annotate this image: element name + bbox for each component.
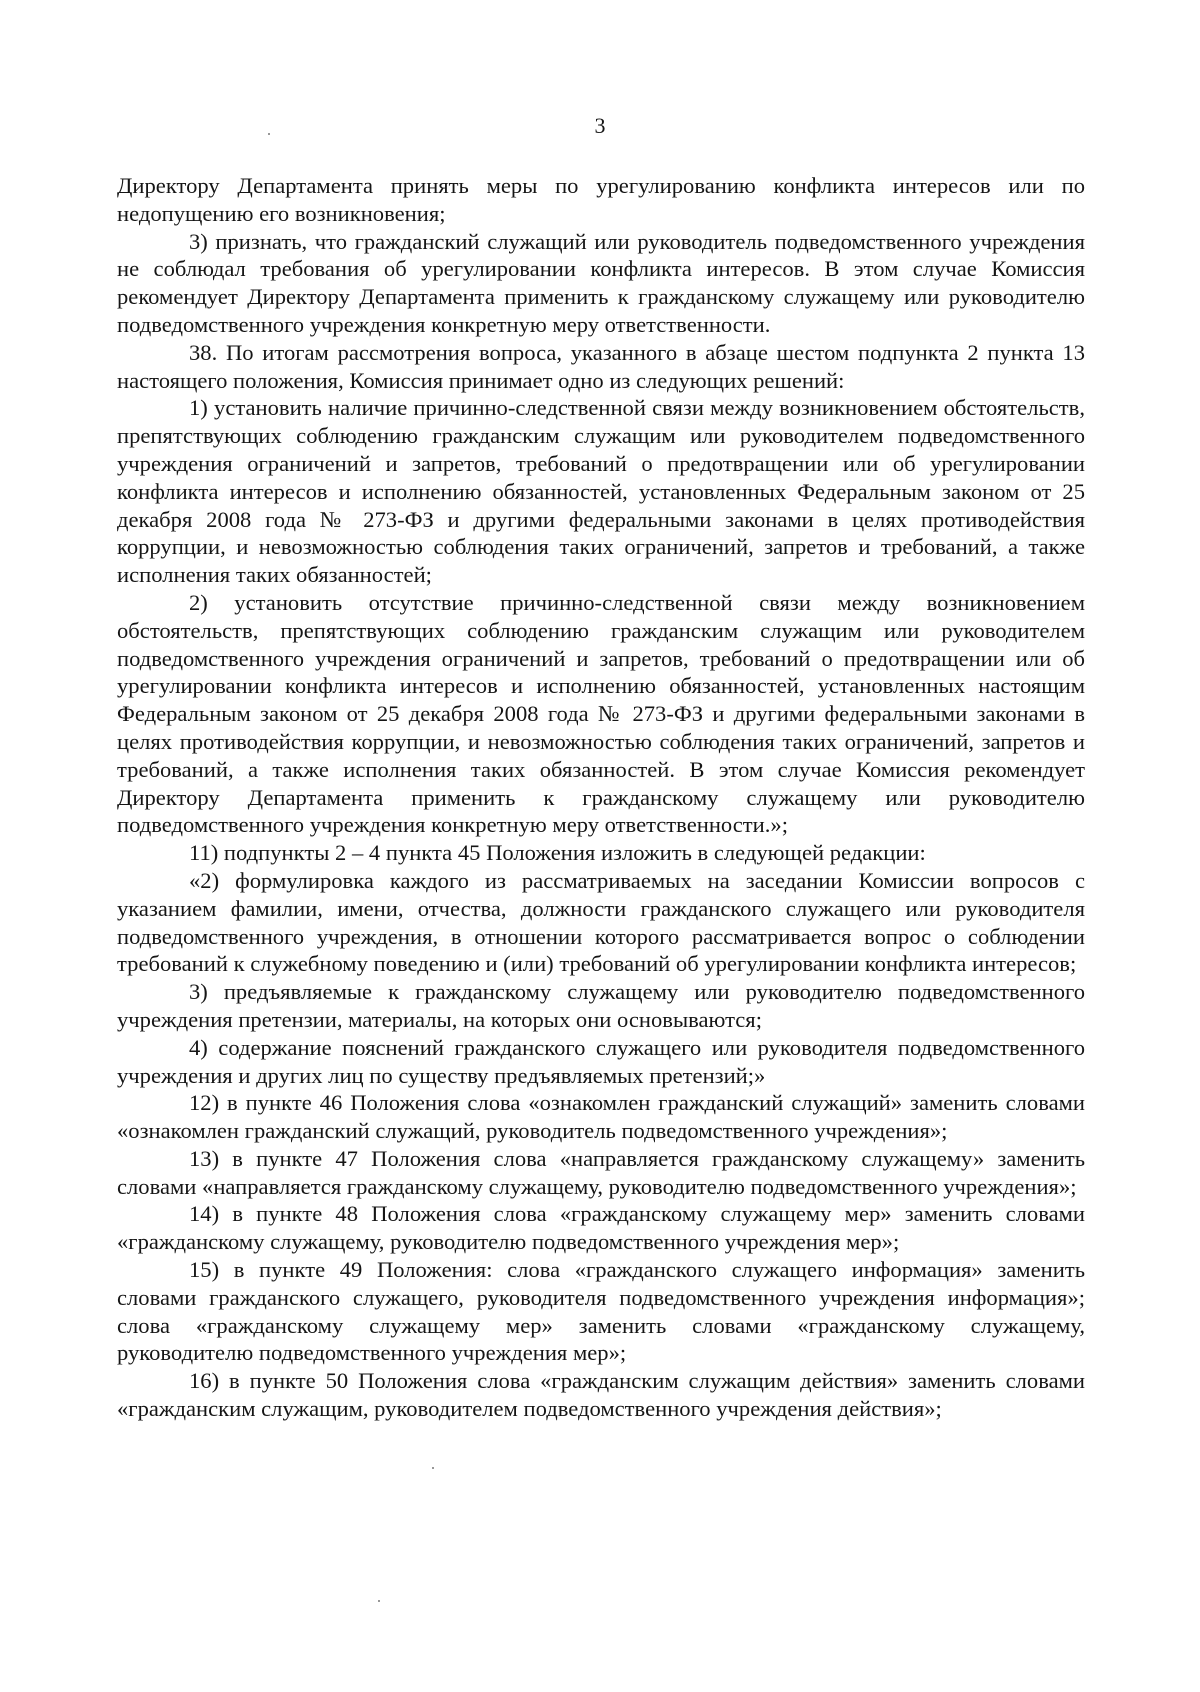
scan-speck xyxy=(432,1467,434,1469)
paragraph-item-3-recognize-violation: 3) признать, что гражданский служащий или руководитель подведомственного учреждения не соблюдал требования об урегулировании конфликта интересов. В этом случае Комиссия рекомендует Директору Департамента применить к гражданскому служащему или руководителю подведомственного учреждения конкретную меру ответственности. xyxy=(117,228,1085,337)
document-body xyxy=(117,172,1085,1423)
paragraph-point-38: 38. По итогам рассмотрения вопроса, указанного в абзаце шестом подпункта 2 пункта 13 настоящего положения, Комиссия принимает одно из следующих решений: xyxy=(117,339,1085,393)
paragraph-subitem-2-wording: «2) формулировка каждого из рассматриваемых на заседании Комиссии вопросов с указанием фамилии, имени, отчества, должности гражданского служащего или руководителя подведомственного учреждения, в отношении которого рассматривается вопрос о соблюдении требований к служебному поведению и (или) требований об урегулировании конфликта интересов; xyxy=(117,867,1085,977)
paragraph-amendment-13: 13) в пункте 47 Положения слова «направляется гражданскому служащему» заменить словами «направляется гражданскому служащему, руководителю подведомственного учреждения»; xyxy=(117,1145,1085,1199)
paragraph-amendment-14: 14) в пункте 48 Положения слова «гражданскому служащему мер» заменить словами «гражданскому служащему, руководителю подведомственного учреждения мер»; xyxy=(117,1201,1085,1255)
paragraph-amendment-15: 15) в пункте 49 Положения: слова «гражданского служащего информация» заменить словами гражданского служащего, руководителя подведомственного учреждения информация»; слова «гражданскому служащему мер» заменить словами «гражданскому служащему, руководителю подведомственного учреждения мер»; xyxy=(117,1257,1085,1366)
paragraph-subitem-4-explanations: 4) содержание пояснений гражданского служащего или руководителя подведомственного учреждения и других лиц по существу предъявляемых претензий;» xyxy=(117,1034,1085,1088)
paragraph-item-2-no-causality: 2) установить отсутствие причинно-следственной связи между возникновением обстоятельств, препятствующих соблюдению гражданским служащим или руководителем подведомственного учреждения ограничений и запретов, требований о предотвращении или об урегулировании конфликта интересов и исполнению обязанностей, установленных настоящим Федеральным законом от 25 декабря 2008 года № 273-ФЗ и другими федеральными законами в целях противодействия коррупции, и невозможностью соблюдения таких ограничений, запретов и требований, а также исполнения таких обязанностей. В этом случае Комиссия рекомендует Директору Департамента применить к гражданскому служащему или руководителю подведомственного учреждения конкретную меру ответственности.»; xyxy=(117,589,1085,838)
paragraph-item-1-establish-causality: 1) установить наличие причинно-следственной связи между возникновением обстоятельств, препятствующих соблюдению гражданским служащим или руководителем подведомственного учреждения ограничений и запретов, требований о предотвращении или об урегулировании конфликта интересов и исполнению обязанностей, установленных Федеральным законом от 25 декабря 2008 года № 273-ФЗ и другими федеральными законами в целях противодействия коррупции, и невозможностью соблюдения таких ограничений, запретов и требований, а также исполнения таких обязанностей; xyxy=(117,395,1085,588)
paragraph-amendment-12: 12) в пункте 46 Положения слова «ознакомлен гражданский служащий» заменить словами «ознакомлен гражданский служащий, руководитель подведомственного учреждения»; xyxy=(117,1090,1085,1144)
paragraph-continuation: Директору Департамента принять меры по урегулированию конфликта интересов или по недопущению его возникновения; xyxy=(117,173,1085,226)
paragraph-amendment-16: 16) в пункте 50 Положения слова «гражданским служащим действия» заменить словами «гражданским служащим, руководителем подведомственного учреждения действия»; xyxy=(117,1368,1085,1422)
paragraph-amendment-11: 11) подпункты 2 – 4 пункта 45 Положения изложить в следующей редакции: xyxy=(189,840,926,866)
page-number: 3 xyxy=(594,113,606,138)
scan-speck xyxy=(268,133,270,135)
paragraph-subitem-3-claims: 3) предъявляемые к гражданскому служащему или руководителю подведомственного учреждения претензии, материалы, на которых они основываются; xyxy=(117,979,1085,1032)
scan-speck xyxy=(378,1600,380,1602)
